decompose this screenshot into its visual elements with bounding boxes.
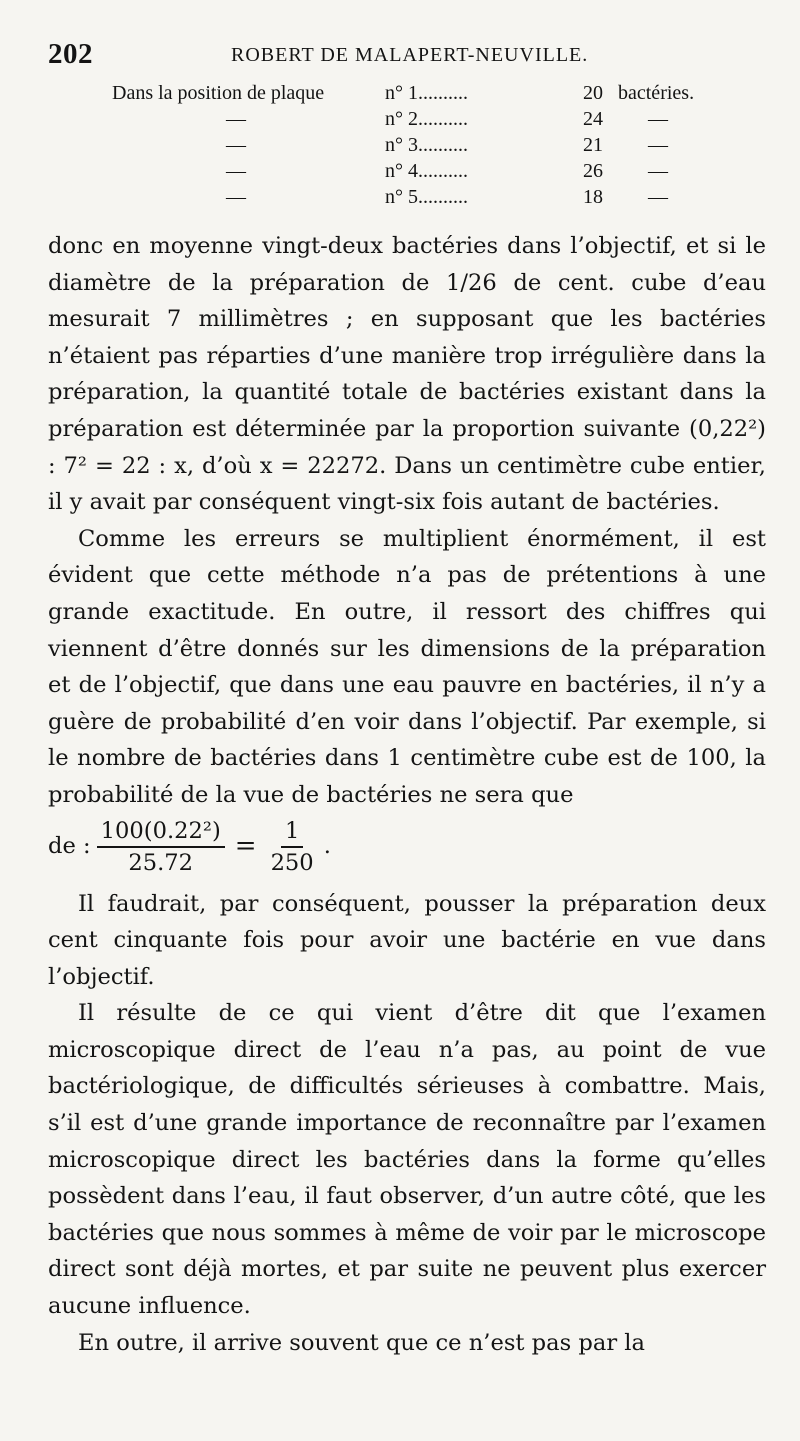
fraction <box>97 816 225 878</box>
ditto-dash: — <box>648 108 668 130</box>
probability-formula <box>48 810 766 884</box>
bacteria-count: 18 <box>583 186 603 208</box>
table-row <box>0 134 800 160</box>
bacteria-count: 21 <box>583 134 603 156</box>
ditto-dash: — <box>226 134 246 156</box>
ditto-dash: — <box>648 186 668 208</box>
ditto-dash: — <box>648 160 668 182</box>
ditto-dash: — <box>648 134 668 156</box>
paragraph: Il faudrait, par conséquent, pousser la préparation deux cent cinquante fois pour avoir une bactérie en vue dans l’objectif. <box>48 890 766 990</box>
result-numerator: 1 <box>281 816 303 848</box>
plate-label: n° 2.......... <box>385 108 468 130</box>
plate-label: n° 1.......... <box>385 82 468 104</box>
bacteria-count: 20 <box>583 82 603 104</box>
bacteria-count: 24 <box>583 108 603 130</box>
plate-label: n° 5.......... <box>385 186 468 208</box>
plate-label: n° 3.......... <box>385 134 468 156</box>
table-row <box>0 82 800 108</box>
table-row <box>0 160 800 186</box>
table-prefix: Dans la position de plaque <box>112 82 325 104</box>
table-row <box>0 108 800 134</box>
fraction-denominator: 25.72 <box>128 849 194 876</box>
running-head <box>48 38 768 74</box>
ditto-dash: — <box>226 160 246 182</box>
paragraph: donc en moyenne vingt-deux bactéries dans l’objectif, et si le diamètre de la préparation de 1/26 de cent. cube d’eau mesurait 7 millimètres ; en supposant que les bactéries n’étaient pas réparties d’une manière trop irrégulière dans la préparation, la quantité totale de bactéries existant dans la préparation est déterminée par la proportion suivante (0,22²) : 7² = 22 : x, d’où x = 22272. Dans un centimètre cube entier, il y avait par conséquent vingt-six fois autant de bactéries. <box>48 233 766 516</box>
table-row <box>0 186 800 212</box>
running-title: ROBERT DE MALAPERT-NEUVILLE. <box>231 44 589 66</box>
count-unit: bactéries. <box>618 82 695 104</box>
bacteria-count: 26 <box>583 160 603 182</box>
page-number: 202 <box>48 38 93 70</box>
ditto-dash: — <box>226 108 246 130</box>
formula-end: . <box>323 833 331 860</box>
result-fraction <box>267 816 318 878</box>
paragraph: En outre, il arrive souvent que ce n’est pas par la <box>78 1329 645 1356</box>
paragraph: Comme les erreurs se multiplient énormément, il est évident que cette méthode n’a pas de prétentions à une grande exactitude. En outre, il ressort des chiffres qui viennent d’être donnés sur les dimensions de la préparation et de l’objectif, que dans une eau pauvre en bactéries, il n’y a guère de probabilité d’en voir dans l’objectif. Par exemple, si le nombre de bactéries dans 1 centimètre cube est de 100, la probabilité de la vue de bactéries ne sera que <box>48 525 766 808</box>
fraction-numerator: 100(0.22²) <box>97 816 225 848</box>
equals-sign: = <box>234 831 257 862</box>
ditto-dash: — <box>226 186 246 208</box>
plate-label: n° 4.......... <box>385 160 468 182</box>
result-denominator: 250 <box>270 849 314 876</box>
formula-prefix: de : <box>48 833 91 860</box>
paragraph: Il résulte de ce qui vient d’être dit que l’examen microscopique direct de l’eau n’a pas, au point de vue bactériologique, de difficultés sérieuses à combattre. Mais, s’il est d’une grande importance de reconnaître par l’examen microscopique direct les bactéries dans la forme qu’elles possèdent dans l’eau, il faut observer, d’un autre côté, que les bactéries que nous sommes à même de voir par le microscope direct sont déjà mortes, et par suite ne peuvent plus exercer aucune influence. <box>48 1000 766 1320</box>
body-text <box>48 228 766 1361</box>
